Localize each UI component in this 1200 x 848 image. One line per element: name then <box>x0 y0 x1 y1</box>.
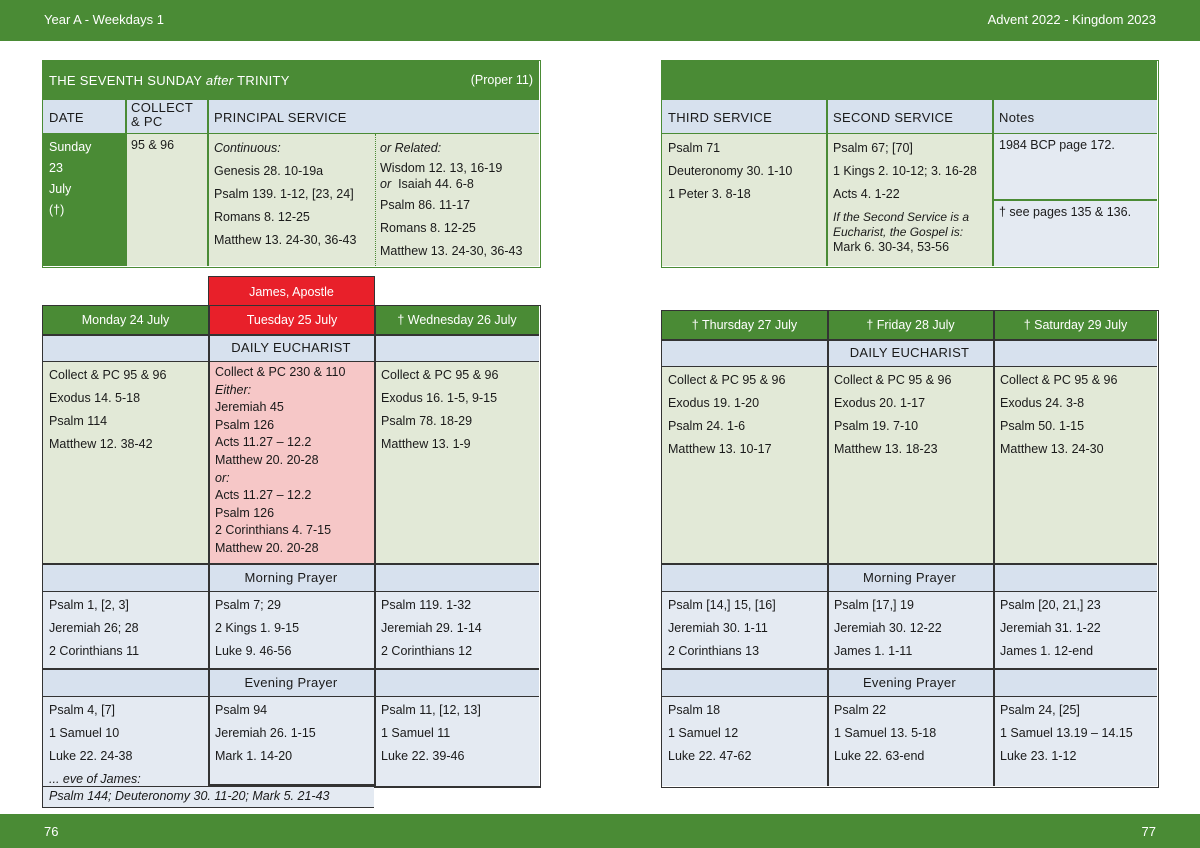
sunday-title <box>49 73 290 88</box>
morning-prayer-bar <box>43 564 539 591</box>
reading: Matthew 13. 10-17 <box>668 442 772 456</box>
section-label: DAILY EUCHARIST <box>231 340 351 355</box>
fri-eucharist <box>834 369 951 461</box>
reading: Jeremiah 31. 1-22 <box>1000 621 1101 635</box>
reading: Jeremiah 26; 28 <box>49 621 139 635</box>
sunday-table-left <box>42 60 541 268</box>
sunday-title-suffix: TRINITY <box>233 73 290 88</box>
reading: Exodus 16. 1-5, 9-15 <box>381 391 498 405</box>
notes-bcp: 1984 BCP page 172. <box>999 138 1115 152</box>
sat-eucharist <box>1000 369 1117 461</box>
collect: Collect & PC 95 & 96 <box>49 368 167 382</box>
reading: Luke 22. 63-end <box>834 749 925 763</box>
evening-prayer-bar <box>662 669 1157 696</box>
reading: 2 Corinthians 11 <box>49 644 140 658</box>
reading: Exodus 14. 5-18 <box>49 391 141 405</box>
reading: Psalm 22 <box>834 703 887 717</box>
reading: Psalm 126 <box>215 505 275 520</box>
day-label: † Wednesday 26 July <box>397 313 517 327</box>
reading: Luke 23. 1-12 <box>1000 749 1077 763</box>
col-third: THIRD SERVICE <box>668 110 773 125</box>
or-label: or <box>380 177 392 191</box>
either-label: Either: <box>215 382 252 397</box>
reading: Exodus 24. 3-8 <box>1000 396 1085 410</box>
reading: Psalm 114 <box>49 414 108 428</box>
section-label: Morning Prayer <box>862 570 957 585</box>
reading: 1 Samuel 13.19 – 14.15 <box>1000 726 1133 740</box>
sunday-title-bar <box>43 61 539 98</box>
reading: Psalm 126 <box>215 417 275 432</box>
reading: Matthew 13. 24-30, 36-43 <box>214 233 357 247</box>
collect: Collect & PC 230 & 110 <box>215 365 346 379</box>
wed-column-bottom-border <box>374 786 541 788</box>
day-monday <box>43 306 208 334</box>
sat-evening <box>1000 699 1133 768</box>
reading: Mark 6. 30-34, 53-56 <box>833 240 950 254</box>
reading: Psalm [17,] 19 <box>834 598 914 612</box>
wed-morning <box>381 594 482 663</box>
reading: Psalm 78. 18-29 <box>381 414 473 428</box>
eucharist-bar <box>662 339 1157 367</box>
reading: Luke 22. 39-46 <box>381 749 465 763</box>
reading: 1 Samuel 11 <box>381 726 451 740</box>
sunday-right-title-bar <box>662 61 1157 98</box>
reading: Matthew 13. 24-30 <box>1000 442 1104 456</box>
continuous-readings <box>214 137 356 252</box>
tue-eucharist <box>215 364 345 558</box>
date-day: Sunday <box>49 140 92 154</box>
notes-dagger: † see pages 135 & 136. <box>999 205 1132 219</box>
related-readings <box>380 137 522 263</box>
section-label: Morning Prayer <box>244 570 338 585</box>
second-service <box>833 137 991 255</box>
third-service <box>668 137 792 206</box>
date-number: 23 <box>49 161 63 175</box>
col-principal: PRINCIPAL SERVICE <box>214 110 347 125</box>
reading: Romans 8. 12-25 <box>214 210 310 224</box>
reading: Psalm 4, [7] <box>49 703 115 717</box>
related-label: or Related: <box>380 141 442 155</box>
reading: 2 Corinthians 12 <box>381 644 473 658</box>
reading: Matthew 20. 20-28 <box>215 540 319 555</box>
eve-readings: Psalm 144; Deuteronomy 30. 11-20; Mark 5. 21-43 <box>49 789 330 803</box>
reading-alt <box>380 177 522 192</box>
reading: Psalm 86. 11-17 <box>380 198 471 212</box>
sunday-title-prefix: THE SEVENTH SUNDAY <box>49 73 206 88</box>
eucharist-bar <box>43 334 539 362</box>
sunday-date <box>49 137 91 221</box>
mon-morning <box>49 594 139 663</box>
day-label: Tuesday 25 July <box>246 313 338 327</box>
reading: Matthew 13. 1-9 <box>381 437 471 451</box>
eve-readings-row <box>42 786 375 808</box>
day-thursday <box>662 311 827 339</box>
section-label: Evening Prayer <box>244 675 338 690</box>
reading: Psalm 11, [12, 13] <box>381 703 481 717</box>
section-label: DAILY EUCHARIST <box>849 345 970 360</box>
thu-morning <box>668 594 776 663</box>
reading: 1 Kings 2. 10-12; 3. 16-28 <box>833 164 977 178</box>
section-label: Evening Prayer <box>862 675 957 690</box>
reading: Jeremiah 30. 1-11 <box>668 621 768 635</box>
day-tuesday <box>209 306 375 334</box>
reading: 1 Peter 3. 8-18 <box>668 187 751 201</box>
page-footer <box>0 814 1200 848</box>
eve-label: ... eve of James: <box>49 772 141 786</box>
reading: Jeremiah 29. 1-14 <box>381 621 482 635</box>
reading: Acts 11.27 – 12.2 <box>215 435 312 450</box>
mon-eucharist <box>49 364 166 456</box>
reading: Psalm 24, [25] <box>1000 703 1080 717</box>
sunday-title-after: after <box>205 73 234 88</box>
reading: Matthew 12. 38-42 <box>49 437 153 451</box>
day-friday <box>828 311 993 339</box>
day-wednesday <box>375 306 539 334</box>
fri-evening <box>834 699 936 768</box>
reading: 2 Corinthians 4. 7-15 <box>215 523 332 538</box>
reading: Mark 1. 14-20 <box>215 749 293 763</box>
wed-evening <box>381 699 481 768</box>
collect: Collect & PC 95 & 96 <box>834 373 952 387</box>
day-label: Monday 24 July <box>81 313 170 327</box>
reading: 1 Samuel 13. 5-18 <box>834 726 937 740</box>
tue-evening <box>215 699 316 768</box>
thu-evening <box>668 699 751 768</box>
reading: Exodus 20. 1-17 <box>834 396 926 410</box>
reading: Luke 9. 46-56 <box>215 644 292 658</box>
reading: Psalm 7; 29 <box>215 598 282 612</box>
reading: Jeremiah 30. 12-22 <box>834 621 942 635</box>
col-date: DATE <box>49 110 84 125</box>
reading: Exodus 19. 1-20 <box>668 396 760 410</box>
continuous-label: Continuous: <box>214 141 281 155</box>
reading: Psalm 1, [2, 3] <box>49 598 129 612</box>
reading: Luke 22. 24-38 <box>49 749 133 763</box>
second-service-note: If the Second Service is a Eucharist, the Gospel is: <box>833 210 970 239</box>
reading: Psalm 139. 1-12, [23, 24] <box>214 187 354 201</box>
reading: 1 Samuel 10 <box>49 726 120 740</box>
reading: Isaiah 44. 6-8 <box>398 177 474 191</box>
reading: James 1. 12-end <box>1000 644 1094 658</box>
col-second: SECOND SERVICE <box>833 110 954 125</box>
fri-morning <box>834 594 942 663</box>
reading: Matthew 13. 18-23 <box>834 442 938 456</box>
sunday-table-right <box>661 60 1159 268</box>
page-header <box>0 0 1200 41</box>
mon-evening <box>49 699 141 791</box>
wed-eucharist <box>381 364 498 456</box>
day-label: † Saturday 29 July <box>1023 318 1128 332</box>
reading: Psalm [14,] 15, [16] <box>668 598 776 612</box>
reading: Deuteronomy 30. 1-10 <box>668 164 793 178</box>
collect: Collect & PC 95 & 96 <box>1000 373 1118 387</box>
reading: Psalm 24. 1-6 <box>668 419 746 433</box>
reading: Genesis 28. 10-19a <box>214 164 324 178</box>
date-dagger: (†) <box>49 203 65 217</box>
reading: Psalm 18 <box>668 703 721 717</box>
header-left: Year A - Weekdays 1 <box>44 12 164 27</box>
reading: Matthew 13. 24-30, 36-43 <box>380 244 523 258</box>
reading: James 1. 1-11 <box>834 644 913 658</box>
wed-column-bottom <box>374 786 541 808</box>
page-number-right: 77 <box>1141 824 1156 839</box>
reading: Wisdom 12. 13, 16-19 <box>380 161 503 175</box>
header-right: Advent 2022 - Kingdom 2023 <box>987 12 1156 27</box>
reading: Psalm 67; [70] <box>833 141 913 155</box>
reading: Psalm 94 <box>215 703 268 717</box>
reading: Psalm 19. 7-10 <box>834 419 919 433</box>
reading: 1 Samuel 12 <box>668 726 739 740</box>
or-label: or: <box>215 470 230 485</box>
day-label: † Friday 28 July <box>866 318 955 332</box>
reading: Psalm [20, 21,] 23 <box>1000 598 1101 612</box>
collect: Collect & PC 95 & 96 <box>668 373 786 387</box>
date-month: July <box>49 182 72 196</box>
feast-label <box>208 276 375 306</box>
reading: Psalm 119. 1-32 <box>381 598 472 612</box>
page-number-left: 76 <box>44 824 59 839</box>
reading: Matthew 20. 20-28 <box>215 452 319 467</box>
sunday-collect: 95 & 96 <box>131 138 175 152</box>
reading: 2 Kings 1. 9-15 <box>215 621 300 635</box>
reading: Psalm 71 <box>668 141 721 155</box>
week-table-left <box>42 305 541 808</box>
proper-label: (Proper 11) <box>470 73 533 87</box>
reading: 2 Corinthians 13 <box>668 644 760 658</box>
tue-morning <box>215 594 299 663</box>
reading: Romans 8. 12-25 <box>380 221 476 235</box>
reading: Jeremiah 45 <box>215 400 284 415</box>
reading: Psalm 50. 1-15 <box>1000 419 1085 433</box>
collect: Collect & PC 95 & 96 <box>381 368 499 382</box>
week-table-right <box>661 310 1159 788</box>
sat-morning <box>1000 594 1101 663</box>
reading: Jeremiah 26. 1-15 <box>215 726 316 740</box>
feast-name: James, Apostle <box>249 285 334 299</box>
col-collect: COLLECT & PC <box>131 100 193 129</box>
day-saturday <box>994 311 1157 339</box>
col-notes: Notes <box>999 110 1035 125</box>
thu-eucharist <box>668 369 785 461</box>
reading: Acts 4. 1-22 <box>833 187 900 201</box>
morning-prayer-bar <box>662 564 1157 591</box>
day-label: † Thursday 27 July <box>691 318 798 332</box>
reading: Luke 22. 47-62 <box>668 749 752 763</box>
reading: Acts 11.27 – 12.2 <box>215 488 312 503</box>
evening-prayer-bar <box>43 669 539 696</box>
